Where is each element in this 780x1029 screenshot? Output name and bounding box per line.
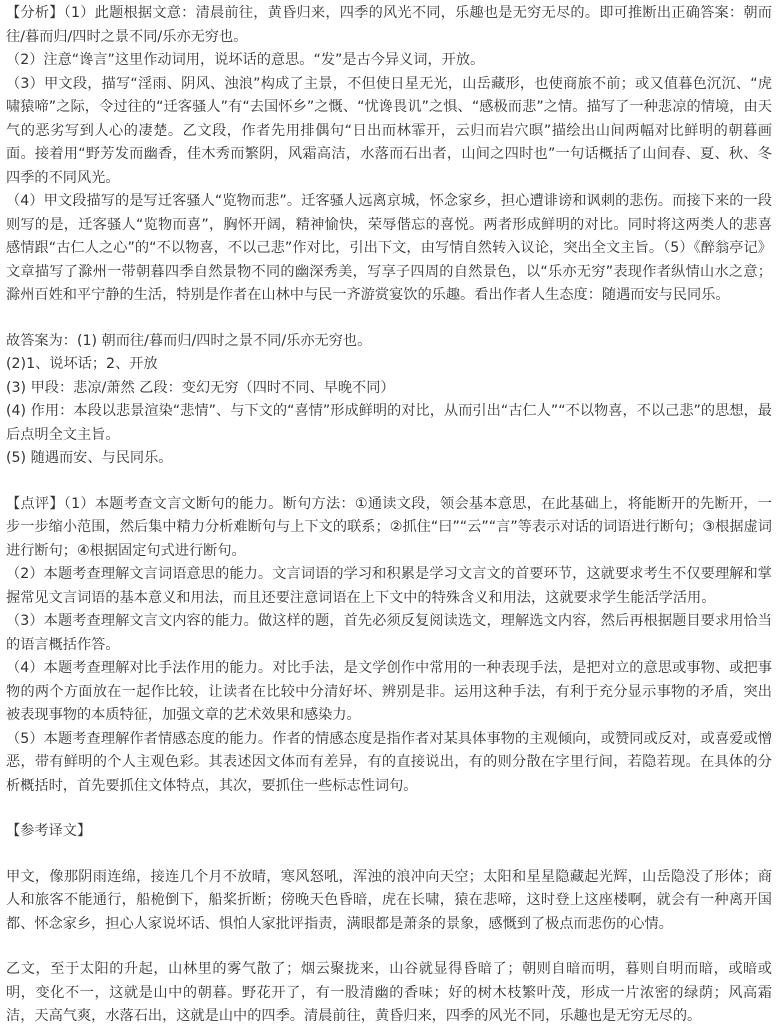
answer-5: (5) 随遇而安、与民同乐。 (6, 450, 173, 466)
comment-paragraph-4: （4）本题考查理解对比手法作用的能力。对比手法，是文学创作中常用的一种表现手法，是把对立的意思或事物、或把事物的两个方面放在一起作比较，让读者在比较中分清好坏、辨别是非。运用这种手法，有利于充分显示事物的矛盾，突出被表现事物的本质特征，加强文章的艺术效果和感染力。 (6, 660, 772, 723)
answer-4: (4) 作用：本段以悲景渲染“悲情”、与下文的“喜情”形成鲜明的对比，从而引出“古仁人”“不以物喜，不以己悲”的思想，最后点明全文主旨。 (6, 403, 772, 443)
analysis-paragraph-3: （3）甲文段，描写“淫雨、阴风、浊浪”构成了主景，不但使日星无光，山岳藏形，也使商旅不前；或又值暮色沉沉、“虎啸猿啼”之际，令过往的“迁客骚人”有“去国怀乡”之慨、“忧谗畏讥”之惧、“感极而悲”之情。描写了一种悲凉的情境，由天气的恶劣写到人心的凄楚。乙文段，作者先用排偶句“日出而林霏开，云归而岩穴暝”描绘出山间两幅对比鲜明的朝暮画面。接着用“野芳发而幽香，佳木秀而繁阴，风霜高洁，水落而石出者，山间之四时也”一句话概括了山间春、夏、秋、冬四季的不同风光。 (6, 75, 772, 186)
comment-paragraph-3: （3）本题考查理解文言文内容的能力。做这样的题，首先必须反复阅读选文，理解选文内容，然后再根据题目要求用恰当的语言概括作答。 (6, 613, 772, 653)
translation-section (6, 820, 772, 1029)
spacer (6, 844, 772, 866)
answer-intro: 故答案为：(1) 朝而往/暮而归/四时之景不同/乐亦无穷也。 (6, 332, 372, 349)
comment-section (6, 493, 772, 799)
analysis-paragraph-1: 【分析】（1）此题根据文意：清晨前往，黄昏归来，四季的风光不同，乐趣也是无穷无尽的。即可推断出正确答案：朝而往/暮而归/四时之景不同/乐亦无穷也。 (6, 5, 772, 45)
analysis-section (6, 2, 772, 308)
translation-jia: 甲文，像那阴雨连绵，接连几个月不放晴，寒风怒吼，浑浊的浪冲向天空；太阳和星星隐藏起光辉，山岳隐没了形体；商人和旅客不能通行，船桅倒下，船桨折断；傍晚天色昏暗，虎在长啸，猿在悲啼，这时登上这座楼啊，就会有一种离开国都、怀念家乡，担心人家说坏话、惧怕人家批评指责，满眼都是萧条的景象，感慨到了极点而悲伤的心情。 (6, 868, 772, 932)
comment-paragraph-2: （2）本题考查理解文言词语意思的能力。文言词语的学习和积累是学习文言文的首要环节，这就要求考生不仅要理解和掌握常见文言词语的基本意义和用法，而且还要注意词语在上下文中的特殊含义和用法，这就要求学生能活学活用。 (6, 566, 772, 606)
spacer (6, 471, 772, 493)
translation-heading: 【参考译文】 (6, 823, 92, 839)
comment-paragraph-5: （5）本题考查理解作者情感态度的能力。作者的情感态度是指作者对某具体事物的主观倾向，或赞同或反对，或喜爱或憎恶，带有鲜明的个人主观色彩。其表述因文体而有差异，有的直接说出，有的则分散在字里行间，若隐若现。在具体的分析概括时，首先要抓住文体特点，其次，要抓住一些标志性词句。 (6, 730, 772, 794)
answer-3: (3) 甲段：悲凉/萧然 乙段：变幻无穷（四时不同、早晚不同） (6, 379, 395, 396)
translation-yi: 乙文，至于太阳的升起，山林里的雾气散了；烟云聚拢来，山谷就显得昏暗了；朝则自暗而明，暮则自明而暗，或暗或明，变化不一，这就是山中的朝暮。野花开了，有一股清幽的香味；好的树木枝繁叶茂，形成一片浓密的绿荫；风高霜洁，天高气爽，水落石出，这就是山中的四季。清晨前往，黄昏归来，四季的风光不同，乐趣也是无穷无尽的。 (6, 961, 772, 1024)
analysis-paragraph-4: （4）甲文段描写的是写迁客骚人“览物而悲”。迁客骚人远离京城，怀念家乡，担心遭诽谤和讽刺的悲伤。而接下来的一段则写的是，迁客骚人“览物而喜”，胸怀开阔，精神愉快，荣辱偕忘的喜悦。两者形成鲜明的对比。同时将这两类人的悲喜感情跟“古仁人之心”的“不以物喜，不以己悲”作对比，引出下文，由写情自然转入议论，突出全文主旨。（5）《醉翁亭记》文章描写了滁州一带朝暮四季自然景物不同的幽深秀美，写享子四周的自然景色，以“乐亦无穷”表现作者纵情山水之意；滁州百姓和平宁静的生活，特别是作者在山林中与民一齐游赏宴饮的乐趣。看出作者人生态度：随遇而安与民同乐。 (6, 193, 772, 303)
spacer (6, 798, 772, 820)
spacer (6, 308, 772, 330)
comment-paragraph-1: 【点评】（1）本题考查文言文断句的能力。断句方法：①通读文段，领会基本意思，在此基础上，将能断开的先断开，一步一步缩小范围，然后集中精力分析难断句与上下文的联系；②抓住“曰”“云”“言”等表示对话的词语进行断句；③根据虚词进行断句；④根据固定句式进行断句。 (6, 495, 772, 559)
spacer (6, 936, 772, 958)
analysis-paragraph-2: （2）注意“谗言”这里作动词用，说坏话的意思。“发”是古今异义词，开放。 (6, 52, 485, 68)
answer-2: (2)1、说坏话；2、开放 (6, 356, 158, 372)
answers-section (6, 330, 772, 471)
